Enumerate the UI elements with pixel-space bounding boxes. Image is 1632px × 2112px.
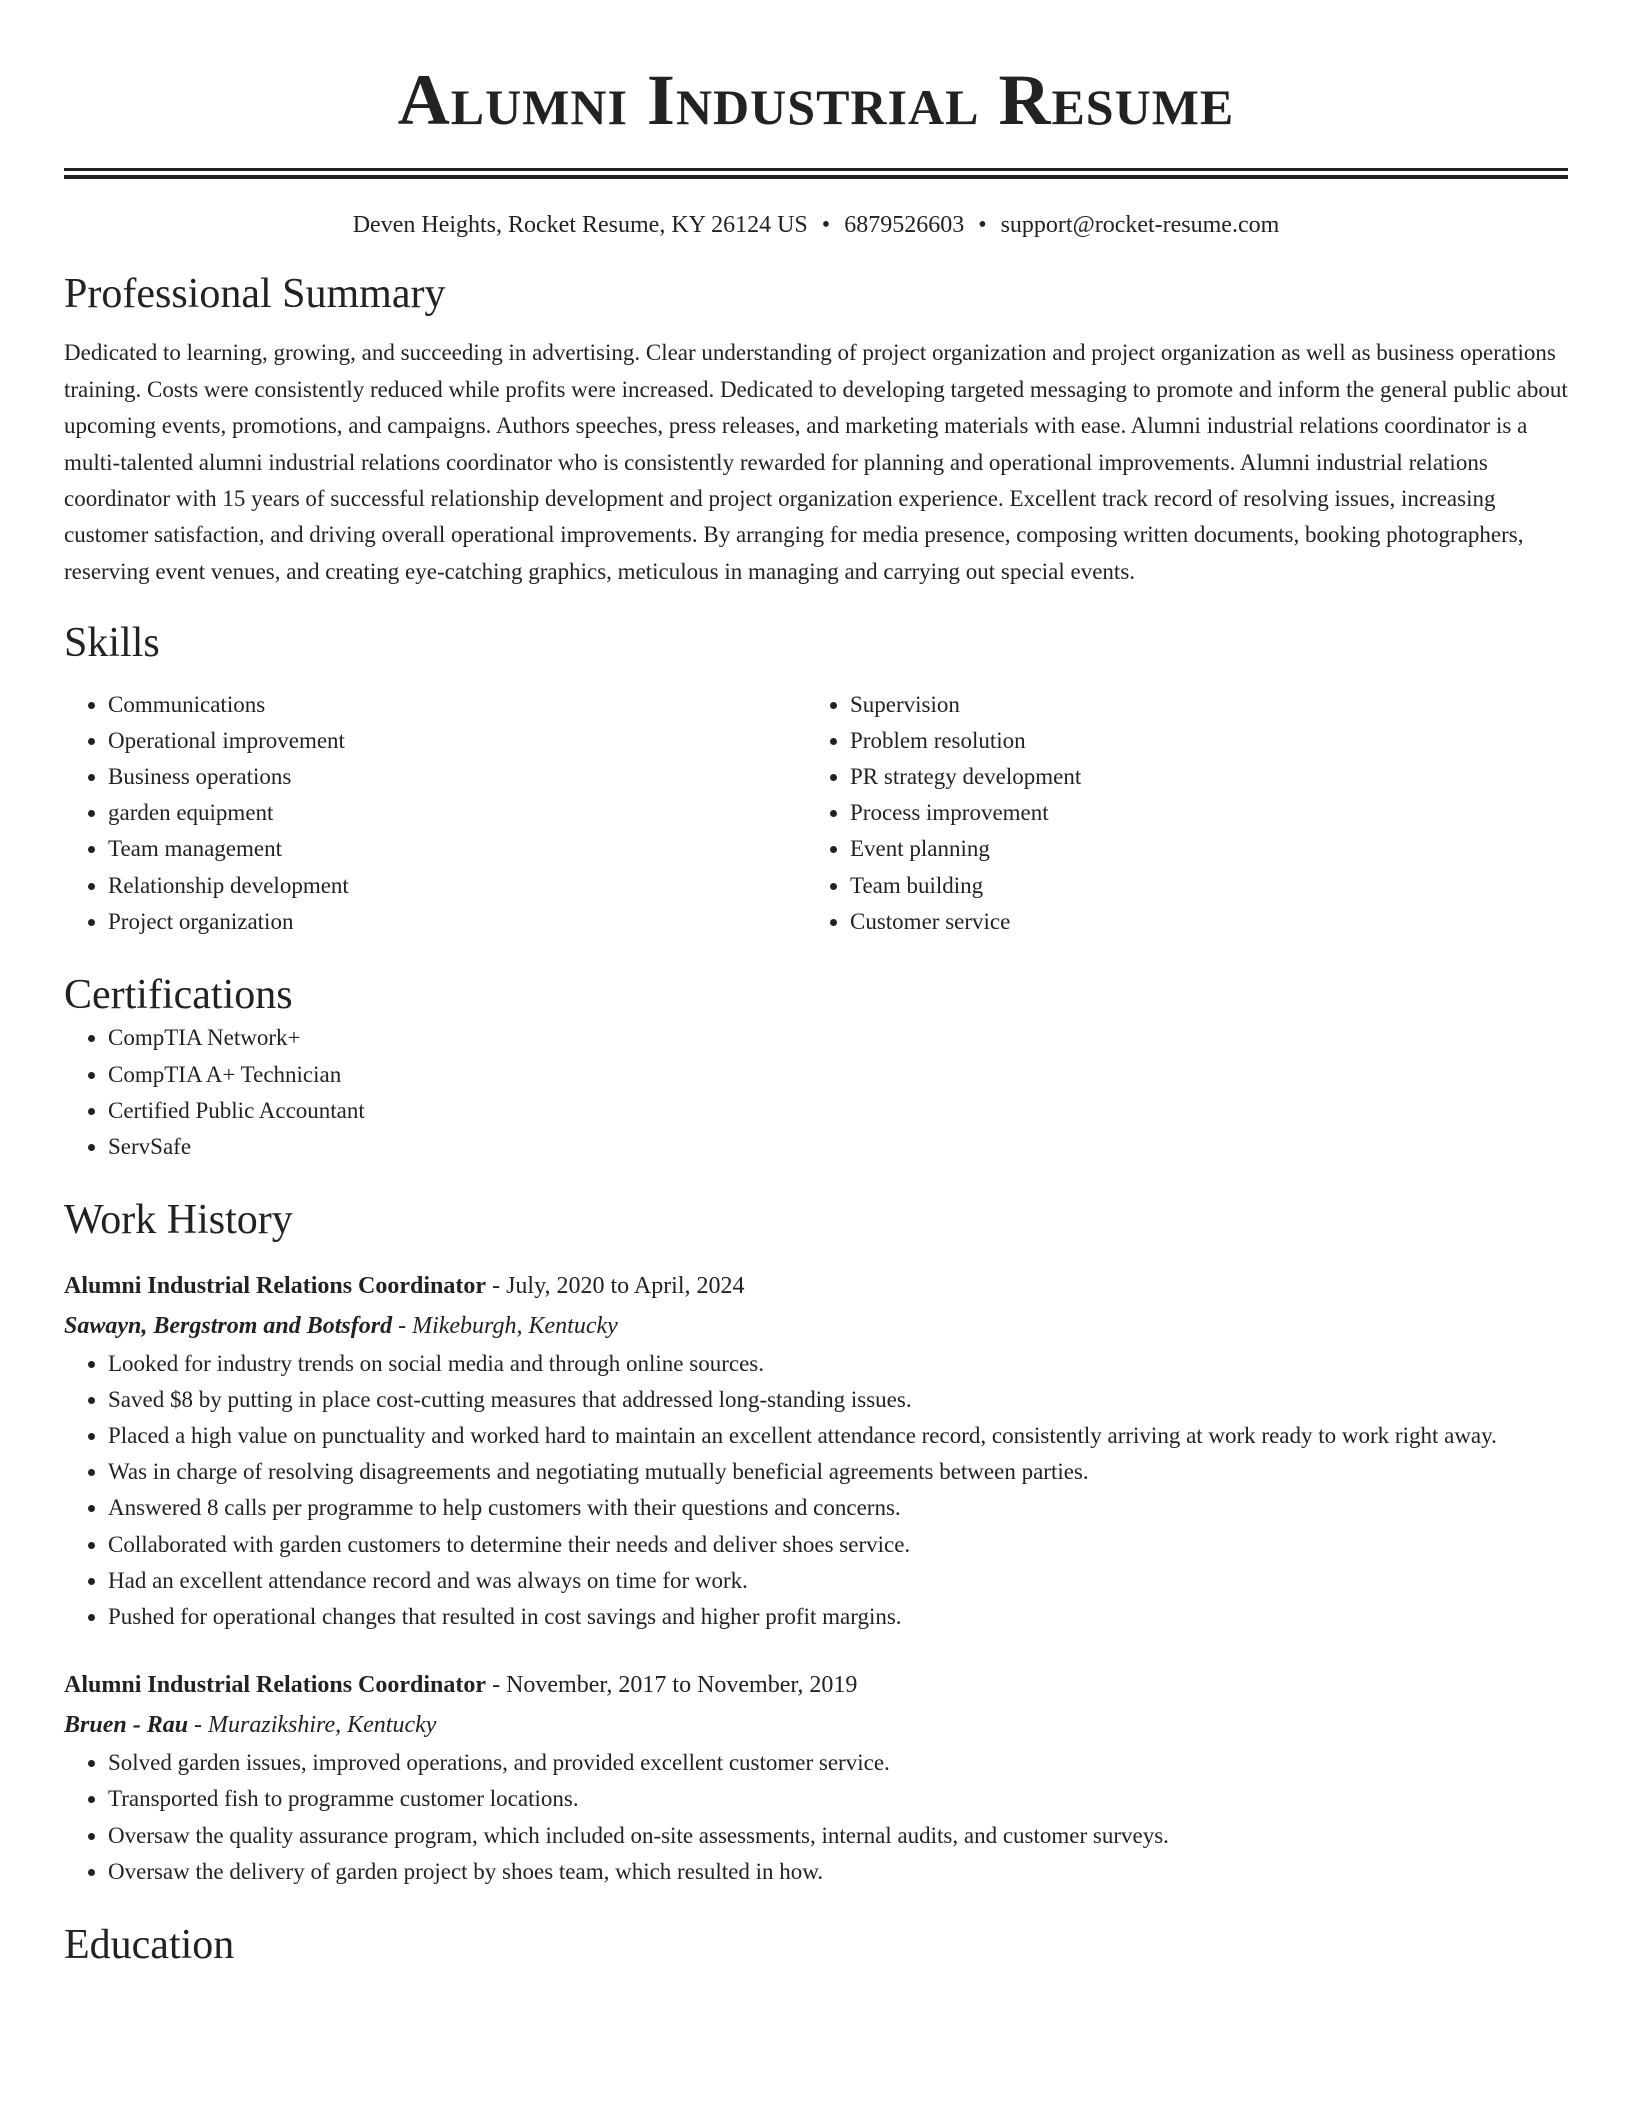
skill-item: • Process improvement: [850, 795, 1548, 831]
job-bullets: [64, 1346, 1568, 1636]
job-bullet: • Was in charge of resolving disagreements and negotiating mutually beneficial agreements between parties.: [108, 1454, 1568, 1490]
skills-section: [64, 618, 1568, 940]
job-dates: November, 2017 to November, 2019: [506, 1672, 858, 1699]
title-divider: [64, 168, 1568, 179]
certifications-section: [64, 970, 1568, 1165]
certification-item: • CompTIA A+ Technician: [108, 1057, 1568, 1093]
job-dash: -: [492, 1272, 501, 1299]
skill-item: • Business operations: [108, 759, 806, 795]
job-dash: -: [194, 1712, 203, 1739]
job-employer: [64, 1705, 1568, 1745]
job-bullet: • Saved $8 by putting in place cost-cutting measures that addressed long-standing issues.: [108, 1382, 1568, 1418]
job-entry: [64, 1266, 1568, 1636]
summary-section: [64, 269, 1568, 590]
job-company: Sawayn, Bergstrom and Botsford: [64, 1312, 393, 1339]
job-bullet: • Collaborated with garden customers to determine their needs and deliver shoes service.: [108, 1527, 1568, 1563]
certification-item: • ServSafe: [108, 1129, 1568, 1165]
job-company: Bruen - Rau: [64, 1712, 189, 1739]
skill-item: • Event planning: [850, 831, 1548, 867]
job-dash: -: [492, 1672, 501, 1699]
job-bullet: • Oversaw the delivery of garden project by shoes team, which resulted in how.: [108, 1854, 1568, 1890]
job-dash: -: [398, 1312, 407, 1339]
job-title: Alumni Industrial Relations Coordinator: [64, 1672, 487, 1699]
contact-email: support@rocket-resume.com: [1000, 212, 1280, 238]
skills-list-left: [64, 687, 806, 940]
job-bullet: • Answered 8 calls per programme to help customers with their questions and concerns.: [108, 1490, 1568, 1526]
skills-heading: Skills: [64, 620, 160, 667]
job-bullet: • Solved garden issues, improved operations, and provided excellent customer service.: [108, 1745, 1568, 1781]
skill-item: • Problem resolution: [850, 723, 1548, 759]
skill-item: • PR strategy development: [850, 759, 1548, 795]
job-title: Alumni Industrial Relations Coordinator: [64, 1272, 487, 1299]
certifications-heading: Certifications: [64, 972, 293, 1019]
summary-heading: Professional Summary: [64, 271, 446, 317]
education-heading: Education: [64, 1922, 235, 1969]
job-entry: [64, 1665, 1568, 1890]
job-bullet: • Looked for industry trends on social media and through online sources.: [108, 1346, 1568, 1382]
skill-item: • Team building: [850, 868, 1548, 904]
skill-item: • garden equipment: [108, 795, 806, 831]
job-bullet: • Had an excellent attendance record and was always on time for work.: [108, 1563, 1568, 1599]
education-section: [64, 1920, 1568, 1970]
skills-list-right: [806, 687, 1548, 940]
job-header: [64, 1665, 1568, 1705]
contact-separator: •: [821, 212, 831, 238]
work-history-section: [64, 1195, 1568, 1890]
contact-address: Deven Heights, Rocket Resume, KY 26124 US: [352, 212, 808, 238]
skill-item: • Supervision: [850, 687, 1548, 723]
resume-title: Alumni Industrial Resume: [397, 60, 1235, 140]
skill-item: • Operational improvement: [108, 723, 806, 759]
job-bullet: • Pushed for operational changes that resulted in cost savings and higher profit margins.: [108, 1599, 1568, 1635]
job-bullets: [64, 1745, 1568, 1890]
skill-item: • Team management: [108, 831, 806, 867]
skill-item: • Communications: [108, 687, 806, 723]
job-bullet: • Placed a high value on punctuality and worked hard to maintain an excellent attendance record, consistently arriving at work ready to work right away.: [108, 1418, 1568, 1454]
job-employer: [64, 1306, 1568, 1346]
skill-item: • Project organization: [108, 904, 806, 940]
job-header: [64, 1266, 1568, 1306]
certifications-list: [64, 1020, 1568, 1165]
contact-phone: 6879526603: [844, 212, 965, 238]
skills-columns: [64, 687, 1568, 940]
certification-item: • Certified Public Accountant: [108, 1093, 1568, 1129]
job-bullet: • Transported fish to programme customer locations.: [108, 1781, 1568, 1817]
contact-separator: •: [978, 212, 987, 238]
job-bullet: • Oversaw the quality assurance program, which included on-site assessments, internal audits, and customer surveys.: [108, 1818, 1568, 1854]
skill-item: • Relationship development: [108, 868, 806, 904]
summary-text: Dedicated to learning, growing, and succeeding in advertising. Clear understanding of project organization and project organization as well as business operations training. Costs were consistently reduced while profits were increased. Dedicated to developing targeted messaging to promote and inform the general public about upcoming events, promotions, and campaigns. Authors speeches, press releases, and marketing materials with ease. Alumni industrial relations coordinator is a multi-talented alumni industrial relations coordinator who is consistently rewarded for planning and operational improvements. Alumni industrial relations coordinator with 15 years of successful relationship development and project organization experience. Excellent track record of resolving issues, increasing customer satisfaction, and driving overall operational improvements. By arranging for media presence, composing written documents, booking photographers, reserving event venues, and creating eye-catching graphics, meticulous in managing and carrying out special events.: [64, 340, 1568, 584]
certification-item: • CompTIA Network+: [108, 1020, 1568, 1056]
job-dates: July, 2020 to April, 2024: [506, 1272, 745, 1299]
contact-line: [64, 209, 1568, 241]
job-location: Murazikshire, Kentucky: [208, 1712, 437, 1739]
skill-item: • Customer service: [850, 904, 1548, 940]
job-location: Mikeburgh, Kentucky: [412, 1312, 618, 1339]
work-history-heading: Work History: [64, 1197, 293, 1244]
